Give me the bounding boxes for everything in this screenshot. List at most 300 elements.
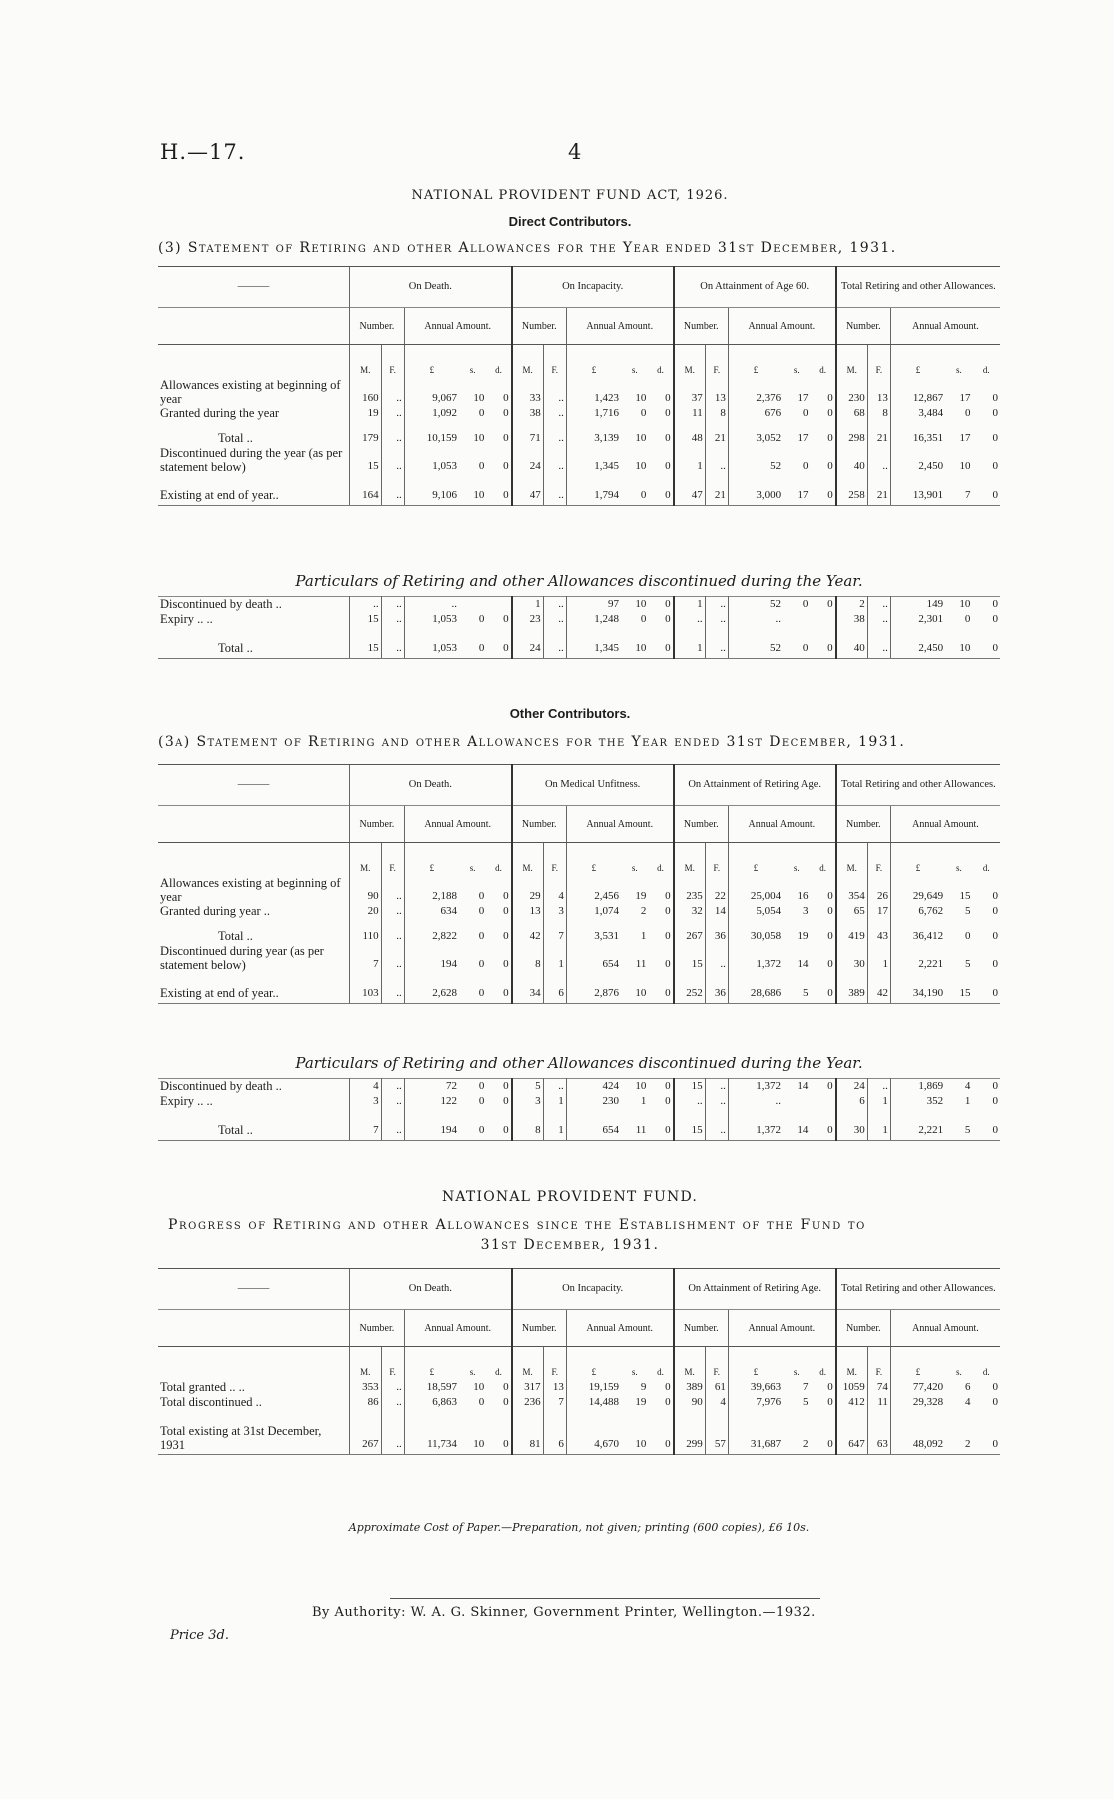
table-cell: .. (381, 446, 404, 474)
table-cell: 30,058 (728, 919, 783, 944)
table-cell: 21 (705, 421, 728, 446)
printer-authority: By Authority: W. A. G. Skinner, Government Printer, Wellington.—1932. (312, 1605, 816, 1620)
table-row (158, 421, 1000, 446)
table-cell: 24 (836, 1079, 868, 1095)
table-cell: 235 (674, 876, 706, 904)
table-cell: 0 (992, 1381, 998, 1393)
sub-header-row (158, 1310, 1000, 1347)
table-cell: 0 (486, 627, 511, 659)
table-cell: 4,670 (566, 1410, 621, 1455)
table-cell: 81 (512, 1410, 544, 1455)
table-cell: 0 (827, 460, 833, 472)
table-cell: 8 (867, 406, 890, 421)
unit-label: d. (495, 863, 502, 873)
table-cell: 267 (674, 919, 706, 944)
table-cell: 6 (965, 1381, 971, 1393)
table-cell: 10 (959, 460, 971, 472)
stub-blank (158, 308, 350, 345)
amount-header: Annual Amount. (890, 1310, 1000, 1347)
table-cell: 0 (648, 1109, 673, 1141)
unit-label: F. (705, 345, 728, 379)
table-cell: 10 (459, 1410, 486, 1455)
table-cell: 0 (503, 905, 509, 917)
table-cell: 1 (543, 1094, 566, 1109)
amount-header: Annual Amount. (404, 308, 511, 345)
table-cell: 0 (486, 474, 511, 506)
unit-label: d. (495, 365, 502, 375)
unit-label: d. (819, 863, 826, 873)
table-row (158, 612, 1000, 627)
table-cell: 77,420 (890, 1380, 945, 1395)
table-cell: .. (381, 904, 404, 919)
group-header: Total Retiring and other Allowances. (836, 267, 1000, 308)
table-cell: .. (381, 474, 404, 506)
table-cell: 0 (665, 432, 671, 444)
table-cell: 2,221 (890, 1109, 945, 1141)
unit-label: s. (955, 863, 962, 873)
unit-label: s. (793, 365, 800, 375)
table-cell: 23 (512, 612, 544, 627)
table-cell: 7 (350, 1109, 382, 1141)
table-cell: 13 (867, 378, 890, 406)
table-cell: 4 (965, 1396, 971, 1408)
unit-label: d. (819, 1367, 826, 1377)
table-cell: 2,456 (566, 876, 621, 904)
table-cell: 0 (964, 613, 971, 625)
table-cell: 24 (512, 627, 544, 659)
table-cell: 15 (350, 612, 382, 627)
table-cell: 0 (827, 392, 833, 404)
table-cell: 10 (635, 392, 647, 404)
table-cell (459, 597, 486, 613)
table-row (158, 1380, 1000, 1395)
table-cell: 5 (802, 1396, 809, 1408)
amount-header: Annual Amount. (728, 308, 835, 345)
table-cell: 7 (543, 919, 566, 944)
table-cell: 15 (945, 972, 972, 1004)
stub-blank (158, 1310, 350, 1347)
table-cell: 0 (827, 1381, 833, 1393)
table-cell: 298 (836, 421, 868, 446)
row-label: Total .. (218, 431, 253, 445)
number-header: Number. (674, 1310, 729, 1347)
stub-blank (158, 806, 350, 843)
table-cell: 10 (459, 474, 486, 506)
table-cell: 1 (867, 944, 890, 972)
table-cell: 26 (867, 876, 890, 904)
table-cell: 0 (503, 890, 509, 902)
table-cell: 1,345 (566, 446, 621, 474)
table-cell: 47 (674, 474, 706, 506)
table-cell: 0 (810, 1410, 835, 1455)
table-cell (783, 612, 810, 627)
table-cell: 194 (404, 944, 459, 972)
table-cell: 1 (640, 1095, 647, 1107)
table-cell: 1,092 (404, 406, 459, 421)
table-cell: 389 (674, 1380, 706, 1395)
amount-header: Annual Amount. (404, 806, 511, 843)
unit-label: £ (728, 843, 783, 877)
table-cell: 14 (783, 1109, 810, 1141)
table-cell: 57 (705, 1410, 728, 1455)
table-cell: 34 (512, 972, 544, 1004)
table-cell: 3 (543, 904, 566, 919)
table-cell: 1,372 (728, 1109, 783, 1141)
table-cell: 1,074 (566, 904, 621, 919)
table-cell: 0 (503, 392, 509, 404)
unit-label: £ (404, 345, 459, 379)
table-cell: 13 (705, 378, 728, 406)
unit-label: s. (631, 1367, 638, 1377)
table-cell: 65 (836, 904, 868, 919)
direct-particulars-table (158, 596, 1000, 659)
table-cell: 9 (640, 1381, 647, 1393)
table-cell: 7,976 (728, 1395, 783, 1410)
table-cell: 676 (728, 406, 783, 421)
table-cell: 3 (512, 1094, 544, 1109)
table-cell: 0 (503, 958, 509, 970)
table-cell: 42 (512, 919, 544, 944)
price: Price 3d. (170, 1628, 229, 1643)
group-header-row (158, 1269, 1000, 1310)
table-cell: .. (381, 876, 404, 904)
table-cell: 10 (945, 627, 972, 659)
table-cell: 4 (705, 1395, 728, 1410)
table-cell: 30 (836, 944, 868, 972)
amount-header: Annual Amount. (890, 806, 1000, 843)
row-label: Total granted .. .. (160, 1380, 245, 1394)
table-cell (783, 1094, 810, 1109)
table-cell: 15 (674, 944, 706, 972)
table-cell: 0 (827, 930, 833, 942)
table-cell: .. (543, 627, 566, 659)
table-cell: 18,597 (404, 1380, 459, 1395)
row-label: Expiry .. .. (160, 612, 213, 626)
group-header: On Death. (350, 267, 512, 308)
table-cell: 0 (972, 627, 1000, 659)
table-cell: 12,867 (890, 378, 945, 406)
table-cell: 0 (478, 613, 485, 625)
unit-label: M. (674, 1347, 706, 1381)
unit-label: M. (836, 843, 868, 877)
amount-header: Annual Amount. (566, 806, 673, 843)
row-label: Total existing at 31st December, 1931 (158, 1410, 350, 1455)
unit-label: M. (836, 345, 868, 379)
group-header-row (158, 765, 1000, 806)
stub-header: ——— (158, 1269, 350, 1310)
table-cell: 0 (827, 1080, 833, 1092)
table-cell: 0 (478, 407, 485, 419)
table-cell: .. (867, 597, 890, 613)
table-cell: 4 (543, 876, 566, 904)
table-cell: 3,484 (890, 406, 945, 421)
table-cell: .. (381, 1109, 404, 1141)
table-cell: 0 (665, 392, 671, 404)
table-cell: .. (381, 597, 404, 613)
unit-label: F. (705, 1347, 728, 1381)
table-cell: 17 (867, 904, 890, 919)
table-cell: .. (543, 378, 566, 406)
table-cell: 13 (543, 1380, 566, 1395)
table-cell: 10 (621, 627, 648, 659)
row-label: Granted during the year (160, 406, 280, 420)
table-cell: .. (381, 1094, 404, 1109)
table-row (158, 446, 1000, 474)
progress-table (158, 1268, 1000, 1455)
unit-label: F. (381, 843, 404, 877)
table-cell: 17 (959, 432, 971, 444)
table-cell: 0 (486, 1410, 511, 1455)
amount-header: Annual Amount. (728, 806, 835, 843)
stub-header: ——— (158, 765, 350, 806)
unit-label: £ (890, 1347, 945, 1381)
table-cell: 0 (503, 930, 509, 942)
direct-particulars-title: Particulars of Retiring and other Allowances discontinued during the Year. (295, 572, 863, 590)
direct-table (158, 266, 1000, 506)
table-cell: 31,687 (728, 1410, 783, 1455)
table-cell: 0 (459, 1109, 486, 1141)
unit-label: s. (469, 365, 476, 375)
table-cell: 1,053 (404, 612, 459, 627)
table-cell: 0 (478, 1080, 485, 1092)
table-cell: 1,345 (566, 627, 621, 659)
table-cell: 0 (992, 432, 998, 444)
table-cell: 90 (350, 876, 382, 904)
table-cell: 28,686 (728, 972, 783, 1004)
unit-label: d. (982, 1367, 990, 1377)
table-cell (486, 597, 511, 613)
table-cell: 40 (836, 446, 868, 474)
table-cell: 48 (674, 421, 706, 446)
row-label: Allowances existing at beginning of year (160, 876, 341, 904)
row-label: Total .. (158, 1109, 350, 1141)
table-cell: 2,450 (890, 446, 945, 474)
unit-label: M. (512, 345, 544, 379)
table-cell: 19,159 (566, 1380, 621, 1395)
other-particulars-table (158, 1078, 1000, 1141)
table-cell: .. (381, 972, 404, 1004)
table-cell: 11 (674, 406, 706, 421)
table-cell: 0 (992, 890, 998, 902)
unit-label: s. (631, 365, 638, 375)
table-cell: 2 (945, 1410, 972, 1455)
table-cell: .. (674, 612, 706, 627)
number-header: Number. (350, 308, 405, 345)
table-cell: 8 (512, 1109, 544, 1141)
table-cell: .. (381, 378, 404, 406)
table-cell: 3,052 (728, 421, 783, 446)
table-cell: 14 (797, 958, 809, 970)
table-cell: 2 (783, 1410, 810, 1455)
table-cell: 86 (350, 1395, 382, 1410)
table-cell: 5,054 (728, 904, 783, 919)
table-cell: 21 (867, 474, 890, 506)
table-cell: 3,531 (566, 919, 621, 944)
table-row (158, 972, 1000, 1004)
table-cell: 0 (478, 890, 485, 902)
table-cell: 0 (665, 1396, 671, 1408)
unit-label: d. (819, 365, 826, 375)
table-cell: 352 (890, 1094, 945, 1109)
table-cell: 0 (973, 972, 1000, 1004)
table-cell: .. (543, 612, 566, 627)
unit-label: F. (867, 843, 890, 877)
table-cell: 52 (728, 597, 783, 613)
table-cell: 1 (543, 1109, 566, 1141)
table-cell: 0 (827, 905, 833, 917)
table-cell: 0 (992, 392, 998, 404)
table-cell: .. (705, 1109, 728, 1141)
table-cell: 10 (635, 598, 647, 610)
number-header: Number. (512, 308, 567, 345)
table-cell: 179 (350, 421, 382, 446)
table-cell: 15 (959, 890, 971, 902)
table-cell: 1,248 (566, 612, 621, 627)
table-cell: .. (705, 446, 728, 474)
number-header: Number. (512, 1310, 567, 1347)
table-cell: 230 (836, 378, 868, 406)
table-cell: 13,901 (890, 474, 945, 506)
unit-label: F. (381, 1347, 404, 1381)
unit-label: F. (543, 843, 566, 877)
table-cell: 6 (543, 1410, 566, 1455)
table-cell: .. (381, 406, 404, 421)
table-cell: 1,372 (728, 1079, 783, 1095)
table-cell: 0 (783, 627, 810, 659)
table-cell: 0 (503, 460, 509, 472)
table-cell: .. (728, 1094, 783, 1109)
row-label: Discontinued by death .. (160, 597, 282, 611)
number-header: Number. (350, 806, 405, 843)
table-cell: .. (674, 1094, 706, 1109)
direct-statement-title: (3) Statement of Retiring and other Allowances for the Year ended 31st December, 1931. (158, 240, 897, 256)
table-cell: 39,663 (728, 1380, 783, 1395)
table-row (158, 919, 1000, 944)
unit-label: M. (674, 843, 706, 877)
table-cell: 14 (705, 904, 728, 919)
table-cell: 0 (802, 407, 809, 419)
table-cell: 424 (566, 1079, 621, 1095)
table-cell: 14 (797, 1080, 809, 1092)
unit-row (158, 345, 1000, 379)
table-cell: 29,649 (890, 876, 945, 904)
table-cell: 11 (867, 1395, 890, 1410)
table-cell: 2,301 (890, 612, 945, 627)
table-cell: 4 (964, 1080, 971, 1092)
table-cell: .. (543, 474, 566, 506)
table-cell: 16 (797, 890, 809, 902)
table-cell: 3 (802, 905, 809, 917)
table-cell: 25,004 (728, 876, 783, 904)
table-cell: 0 (665, 598, 671, 610)
table-cell: .. (543, 597, 566, 613)
table-cell: 0 (503, 1396, 509, 1408)
table-cell: 0 (992, 930, 998, 942)
table-cell: 1,423 (566, 378, 621, 406)
table-cell: 0 (992, 958, 998, 970)
table-cell: 0 (665, 905, 671, 917)
direct-subtitle: Direct Contributors. (508, 214, 632, 229)
table-cell: .. (705, 612, 728, 627)
table-cell: 11 (621, 1109, 648, 1141)
unit-label: M. (836, 1347, 868, 1381)
table-cell: 68 (836, 406, 868, 421)
unit-label: £ (566, 843, 621, 877)
table-cell: 5 (783, 972, 810, 1004)
table-cell: 16,351 (890, 421, 945, 446)
act-title: NATIONAL PROVIDENT FUND ACT, 1926. (411, 188, 729, 203)
table-cell: .. (543, 421, 566, 446)
table-cell: 0 (827, 598, 833, 610)
table-cell: 0 (827, 958, 833, 970)
table-cell: 1,716 (566, 406, 621, 421)
unit-label: d. (657, 1367, 664, 1377)
table-cell: 0 (621, 474, 648, 506)
table-cell: 2,376 (728, 378, 783, 406)
table-row (158, 1109, 1000, 1141)
table-cell: 14,488 (566, 1395, 621, 1410)
table-row (158, 474, 1000, 506)
table-cell: 0 (827, 432, 833, 444)
table-cell: 6,762 (890, 904, 945, 919)
table-cell: 419 (836, 919, 868, 944)
table-cell: 1,372 (728, 944, 783, 972)
table-cell: 61 (705, 1380, 728, 1395)
table-cell: 103 (350, 972, 382, 1004)
table-cell: 10 (473, 432, 485, 444)
table-cell: 29 (512, 876, 544, 904)
table-cell: 2,822 (404, 919, 459, 944)
table-cell: 0 (503, 407, 509, 419)
table-cell: 19 (797, 930, 809, 942)
number-header: Number. (512, 806, 567, 843)
unit-label: F. (867, 1347, 890, 1381)
table-cell: 97 (566, 597, 621, 613)
group-header: On Incapacity. (512, 267, 674, 308)
unit-label: £ (404, 1347, 459, 1381)
table-cell: 122 (404, 1094, 459, 1109)
table-cell: 0 (665, 1095, 671, 1107)
table-cell: 72 (404, 1079, 459, 1095)
table-row (158, 406, 1000, 421)
unit-label: £ (890, 345, 945, 379)
page-number: 4 (568, 140, 582, 164)
table-cell: 2,221 (890, 944, 945, 972)
table-cell: 654 (566, 944, 621, 972)
table-cell: 0 (486, 972, 511, 1004)
table-cell: 32 (674, 904, 706, 919)
group-header: On Death. (350, 1269, 512, 1310)
table-cell: 71 (512, 421, 544, 446)
table-cell: 353 (350, 1380, 382, 1395)
unit-label: d. (982, 365, 990, 375)
table-cell: 1 (512, 597, 544, 613)
table-cell: 9,106 (404, 474, 459, 506)
table-cell: .. (705, 944, 728, 972)
table-cell: .. (381, 612, 404, 627)
table-cell: 52 (728, 627, 783, 659)
table-cell: 3,139 (566, 421, 621, 446)
table-cell: 1,053 (404, 446, 459, 474)
table-cell: 0 (973, 474, 1001, 506)
table-cell: 0 (503, 432, 509, 444)
table-cell: 6 (543, 972, 566, 1004)
table-cell: 17 (797, 392, 809, 404)
table-cell: 354 (836, 876, 868, 904)
stub-header: ——— (158, 267, 350, 308)
unit-label: M. (512, 1347, 544, 1381)
table-cell: 15 (674, 1109, 706, 1141)
